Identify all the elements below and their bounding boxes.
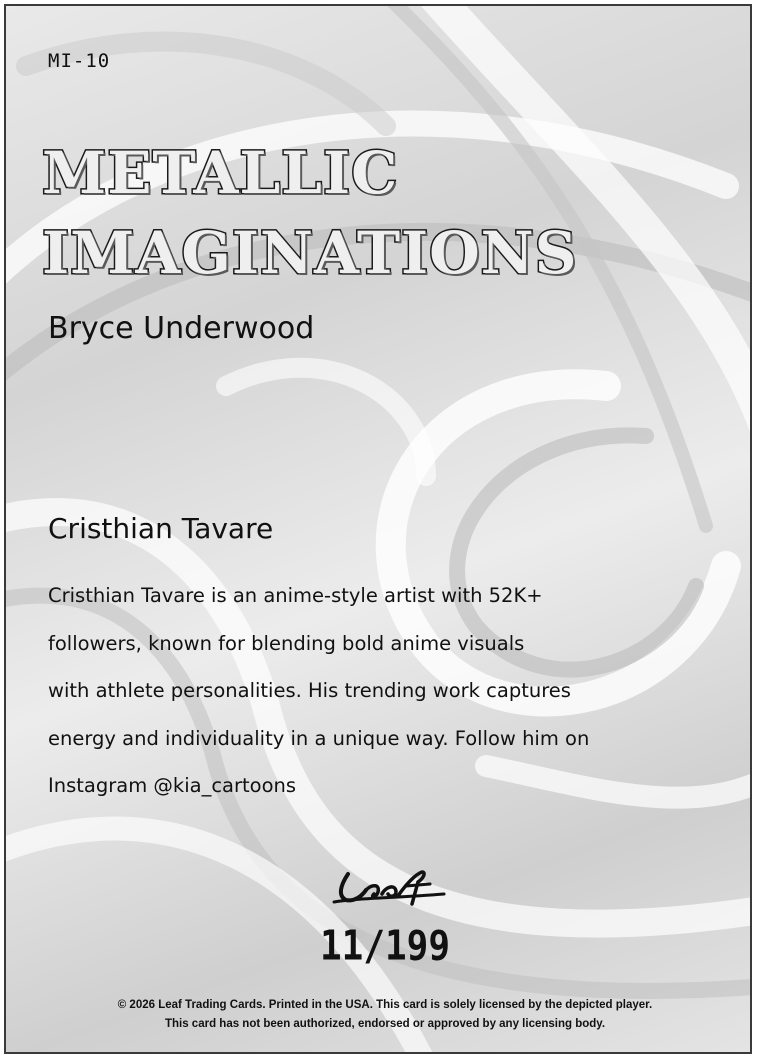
bio-line: Instagram @kia_cartoons — [48, 774, 297, 797]
artist-heading: Cristhian Tavare — [48, 512, 274, 545]
set-title-line-2: IMAGINATIONS — [42, 219, 578, 287]
artist-bio — [48, 572, 738, 810]
leaf-logo-icon — [326, 864, 454, 912]
bio-line: Cristhian Tavare is an anime-style artist with 52K+ — [48, 584, 543, 607]
legal-line-2: This card has not been authorized, endorsed or approved by any licensing body. — [164, 1018, 606, 1030]
trading-card-back — [4, 4, 752, 1054]
player-name: Bryce Underwood — [48, 311, 315, 346]
bio-line: energy and individuality in a unique way. Follow him on — [48, 726, 590, 750]
set-title-line-1: METALLIC — [42, 139, 399, 207]
bio-line: followers, known for blending bold anime visuals — [48, 631, 525, 655]
bio-line: with athlete personalities. His trending work captures — [48, 679, 571, 702]
card-code: MI-10 — [48, 50, 111, 72]
serial-number: 11/199 — [319, 922, 451, 971]
legal-line-1: © 2026 Leaf Trading Cards. Printed in the USA. This card is solely licensed by the depicted player. — [117, 999, 653, 1011]
